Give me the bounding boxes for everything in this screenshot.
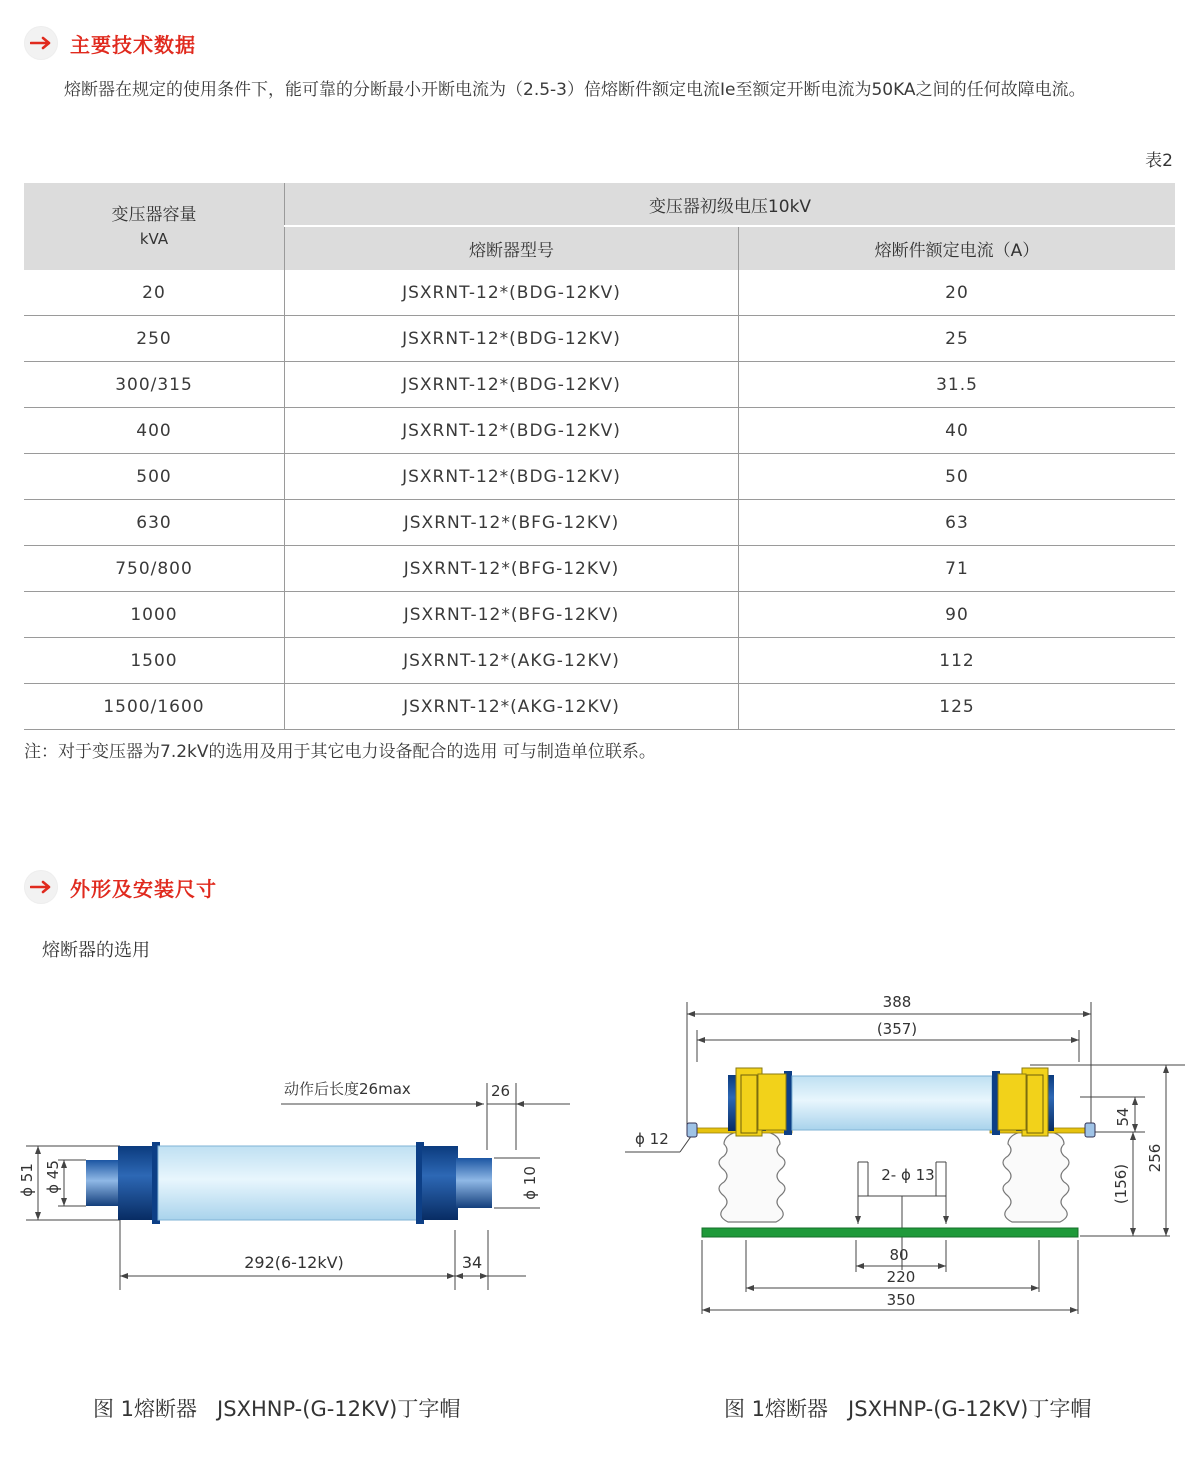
- figure-caption-left: 图 1熔断器 JSXHNP-(G-12KV)丁字帽: [93, 1397, 461, 1421]
- section-header-dimensions: [24, 869, 217, 905]
- dim-label-256: 256: [1146, 1143, 1164, 1173]
- table-row: 1500 JSXRNT-12*(AKG-12KV) 112: [24, 638, 1175, 684]
- base-mounted-fuse-drawing: [610, 985, 1200, 1320]
- dim-label-292: 292(6-12kV): [244, 1253, 344, 1272]
- table-row: 20 JSXRNT-12*(BDG-12KV) 20: [24, 270, 1175, 316]
- dim-label-12: ϕ 12: [635, 1130, 669, 1148]
- table-row: 1000 JSXRNT-12*(BFG-12KV) 90: [24, 592, 1175, 638]
- fuse-dimension-drawing: [0, 1060, 600, 1310]
- intro-paragraph: 熔断器在规定的使用条件下，能可靠的分断最小开断电流为（2.5-3）倍熔断件额定电流Ie至额定开断电流为50KA之间的任何故障电流。: [64, 80, 1086, 100]
- table-row: 750/800 JSXRNT-12*(BFG-12KV) 71: [24, 546, 1175, 592]
- section-title: 主要技术数据: [70, 32, 196, 57]
- header-voltage: 变压器初级电压10kV: [285, 183, 1176, 226]
- fuse-spec-table: [24, 183, 1175, 730]
- header-current: 熔断件额定电流（A）: [739, 226, 1176, 270]
- table-number: 表2: [1145, 151, 1173, 171]
- table-row: 1500/1600 JSXRNT-12*(AKG-12KV) 125: [24, 684, 1175, 730]
- dim-label-51: ϕ 51: [18, 1163, 36, 1197]
- dim-label-after-action: 动作后长度26max: [284, 1080, 411, 1098]
- dim-label-26: 26: [491, 1082, 511, 1100]
- dim-label-156: (156): [1112, 1163, 1130, 1205]
- dim-label-388: 388: [882, 993, 912, 1011]
- dim-label-54: 54: [1114, 1107, 1132, 1127]
- header-capacity: 变压器容量 kVA: [24, 183, 285, 270]
- table-row: 400 JSXRNT-12*(BDG-12KV) 40: [24, 408, 1175, 454]
- subheading: 熔断器的选用: [42, 940, 150, 961]
- dim-label-220: 220: [886, 1268, 916, 1286]
- table-row: 250 JSXRNT-12*(BDG-12KV) 25: [24, 316, 1175, 362]
- arrow-right-icon: [24, 870, 58, 904]
- table-footnote: 注：对于变压器为7.2kV的选用及用于其它电力设备配合的选用 可与制造单位联系。: [24, 742, 656, 762]
- section-title: 外形及安装尺寸: [70, 876, 217, 901]
- dim-label-10: ϕ 10: [521, 1166, 539, 1200]
- table-row: 300/315 JSXRNT-12*(BDG-12KV) 31.5: [24, 362, 1175, 408]
- section-header-tech-data: [24, 25, 196, 61]
- dim-label-34: 34: [461, 1253, 483, 1272]
- table-row: 630 JSXRNT-12*(BFG-12KV) 63: [24, 500, 1175, 546]
- dim-label-2x13: 2- ϕ 13: [881, 1166, 935, 1184]
- header-model: 熔断器型号: [285, 226, 739, 270]
- dim-label-45: ϕ 45: [44, 1160, 62, 1194]
- arrow-right-icon: [24, 26, 58, 60]
- dim-label-350: 350: [886, 1291, 916, 1309]
- dim-label-357: (357): [876, 1020, 918, 1038]
- table-row: 500 JSXRNT-12*(BDG-12KV) 50: [24, 454, 1175, 500]
- dim-label-80: 80: [889, 1246, 909, 1264]
- figure-caption-right: 图 1熔断器 JSXHNP-(G-12KV)丁字帽: [724, 1397, 1092, 1421]
